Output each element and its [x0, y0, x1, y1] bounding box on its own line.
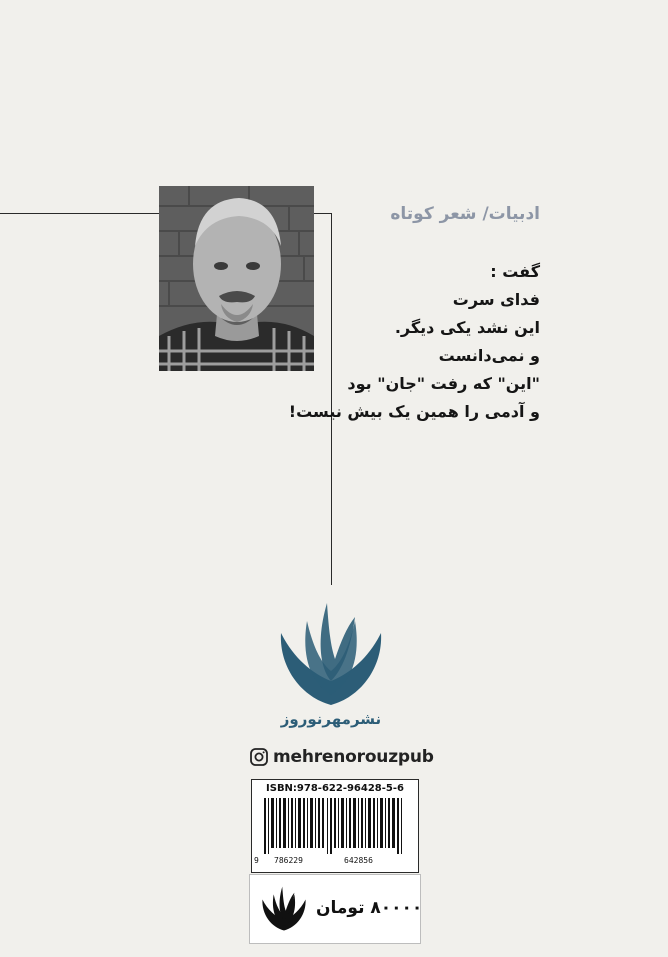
poem-line: فدای سرت [452, 290, 540, 309]
poem-line: و آدمی را همین یک بیش نیست! [288, 402, 540, 421]
frame-line-left [0, 213, 160, 214]
publisher-logo-icon [271, 597, 391, 713]
poem-line: این نشد یکی دیگر. [394, 318, 540, 337]
barcode-right-digits: 642856 [344, 856, 373, 865]
instagram-handle [250, 744, 434, 770]
category-label: ادبیات/ شعر کوتاه [390, 204, 540, 224]
instagram-handle-text: mehrenorouzpub [273, 747, 434, 767]
poem-line: گفت : [490, 262, 540, 281]
poem-text [289, 258, 540, 426]
price-publisher-logo-icon [258, 884, 310, 934]
barcode-graphic [258, 798, 412, 854]
barcode-lead-digit: 9 [254, 856, 259, 865]
isbn-text: ISBN:978-622-96428-5-6 [266, 783, 404, 794]
poem-line: و نمی‌دانست [438, 346, 540, 365]
poem-line: "این" که رفت "جان" بود [347, 374, 540, 393]
barcode-left-digits: 786229 [274, 856, 303, 865]
frame-line-short [314, 213, 332, 214]
price-label: ۸۰۰۰۰ تومان [316, 898, 423, 918]
price-sticker [249, 874, 421, 944]
barcode-box [251, 779, 419, 873]
instagram-icon [250, 748, 268, 766]
publisher-name: نشرمهرنوروز [280, 710, 382, 728]
